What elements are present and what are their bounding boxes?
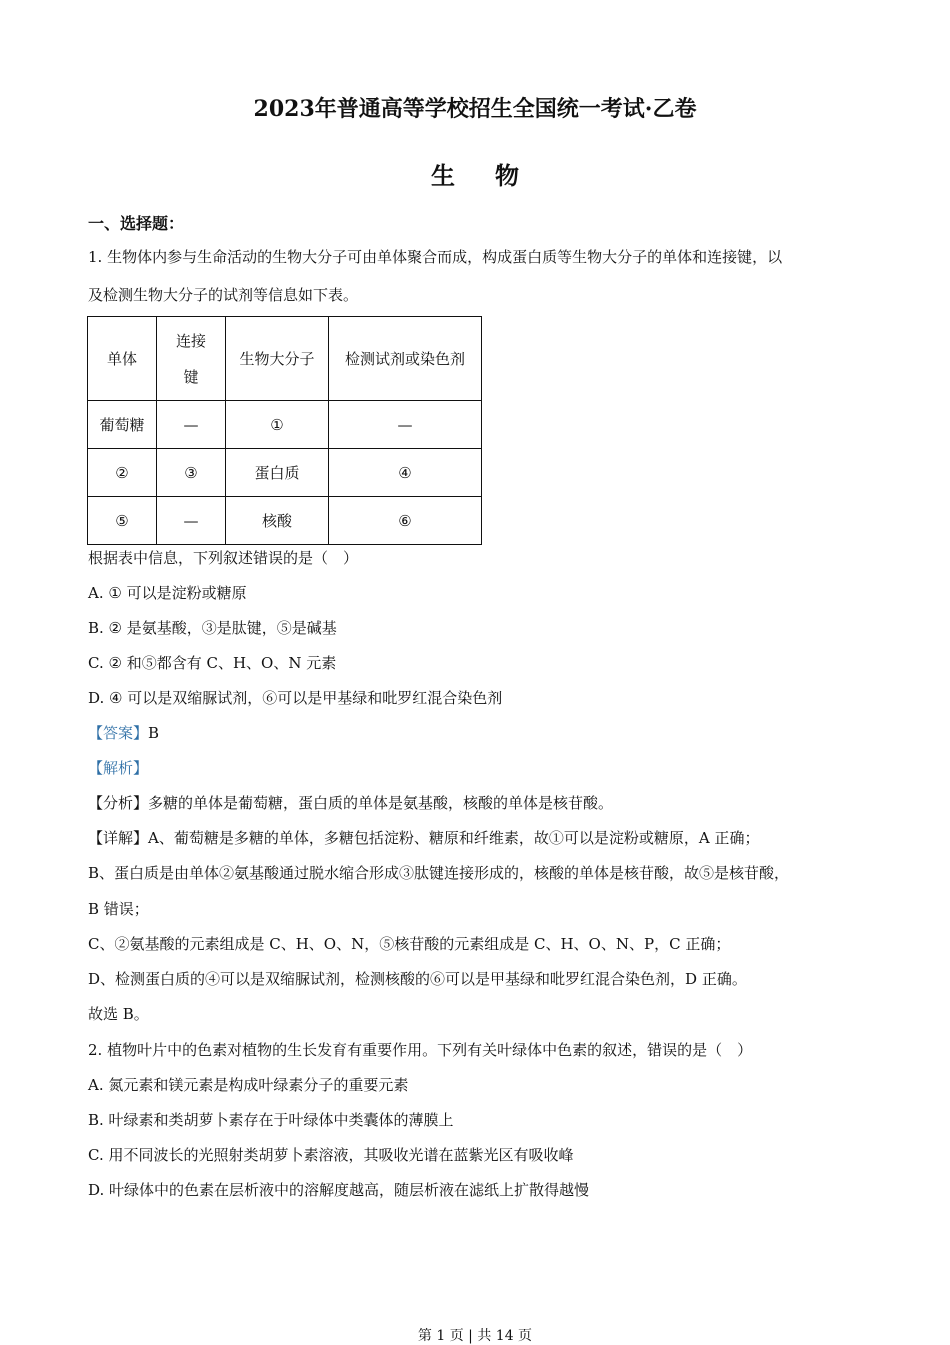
table-header-reagent: 检测试剂或染色剂 bbox=[329, 317, 482, 401]
table-cell: 蛋白质 bbox=[226, 449, 329, 497]
detail-line: B、蛋白质是由单体②氨基酸通过脱水缩合形成③肽键连接形成的，核酸的单体是核苷酸，故⑤是核苷酸， bbox=[88, 864, 790, 882]
table-cell: ② bbox=[88, 449, 157, 497]
table-cell: ③ bbox=[157, 449, 226, 497]
answer-value: B bbox=[148, 724, 160, 742]
q1-stem-line1: 1. 生物体内参与生命活动的生物大分子可由单体聚合而成，构成蛋白质等生物大分子的单体和连接键，以 bbox=[88, 248, 783, 266]
q2-option-d: D. 叶绿体中的色素在层析液中的溶解度越高，随层析液在滤纸上扩散得越慢 bbox=[88, 1181, 590, 1199]
table-cell: ④ bbox=[329, 449, 482, 497]
q1-option-b: B. ② 是氨基酸，③是肽键，⑤是碱基 bbox=[88, 619, 337, 637]
table-header-monomer: 单体 bbox=[88, 317, 157, 401]
detail-line: B 错误； bbox=[88, 900, 149, 918]
table-row bbox=[88, 497, 482, 545]
analysis-line: 【分析】多糖的单体是葡萄糖，蛋白质的单体是氨基酸，核酸的单体是核苷酸。 bbox=[88, 794, 614, 812]
q2-option-a: A. 氮元素和镁元素是构成叶绿素分子的重要元素 bbox=[88, 1076, 409, 1094]
table-cell: — bbox=[157, 401, 226, 449]
table-row bbox=[88, 449, 482, 497]
q1-option-a: A. ① 可以是淀粉或糖原 bbox=[88, 584, 247, 602]
exam-title: 2023年普通高等学校招生全国统一考试·乙卷 bbox=[253, 96, 697, 122]
detail-line: 故选 B。 bbox=[88, 1005, 149, 1023]
q1-stem-line2: 及检测生物大分子的试剂等信息如下表。 bbox=[88, 286, 359, 304]
page-footer: 第 1 页 | 共 14 页 bbox=[417, 1328, 533, 1344]
q1-option-d: D. ④ 可以是双缩脲试剂，⑥可以是甲基绿和吡罗红混合染色剂 bbox=[88, 689, 503, 707]
q1-prompt: 根据表中信息，下列叙述错误的是（ ） bbox=[88, 549, 359, 567]
table-header-bond-part2: 键 bbox=[183, 367, 199, 386]
table-cell: ① bbox=[226, 401, 329, 449]
table-cell: — bbox=[157, 497, 226, 545]
q2-stem: 2. 植物叶片中的色素对植物的生长发育有重要作用。下列有关叶绿体中色素的叙述，错误的是（ ） bbox=[88, 1041, 753, 1059]
detail-line: C、②氨基酸的元素组成是 C、H、O、N，⑤核苷酸的元素组成是 C、H、O、N、P，C 正确； bbox=[88, 935, 731, 953]
table-cell: ⑥ bbox=[329, 497, 482, 545]
table-header-bond bbox=[157, 317, 226, 401]
analysis-tag: 【解析】 bbox=[88, 759, 149, 777]
table-row bbox=[88, 401, 482, 449]
q1-answer bbox=[88, 723, 159, 743]
table-cell: 葡萄糖 bbox=[88, 401, 157, 449]
section-heading: 一、选择题： bbox=[88, 214, 185, 233]
q1-table bbox=[87, 316, 482, 545]
q1-option-c: C. ② 和⑤都含有 C、H、O、N 元素 bbox=[88, 654, 337, 672]
q2-option-b: B. 叶绿素和类胡萝卜素存在于叶绿体中类囊体的薄膜上 bbox=[88, 1111, 454, 1129]
table-cell: ⑤ bbox=[88, 497, 157, 545]
answer-tag: 【答案】 bbox=[88, 724, 149, 742]
table-cell: — bbox=[329, 401, 482, 449]
subject-title: 生物 bbox=[431, 161, 559, 190]
table-header-bond-part1: 连接 bbox=[175, 331, 206, 350]
detail-line: 【详解】A、葡萄糖是多糖的单体，多糖包括淀粉、糖原和纤维素，故①可以是淀粉或糖原，A 正确； bbox=[88, 829, 760, 847]
q2-option-c: C. 用不同波长的光照射类胡萝卜素溶液，其吸收光谱在蓝紫光区有吸收峰 bbox=[88, 1146, 574, 1164]
detail-line: D、检测蛋白质的④可以是双缩脲试剂，检测核酸的⑥可以是甲基绿和吡罗红混合染色剂，D 正确。 bbox=[88, 970, 747, 988]
table-cell: 核酸 bbox=[226, 497, 329, 545]
table-header-macromolecule: 生物大分子 bbox=[226, 317, 329, 401]
